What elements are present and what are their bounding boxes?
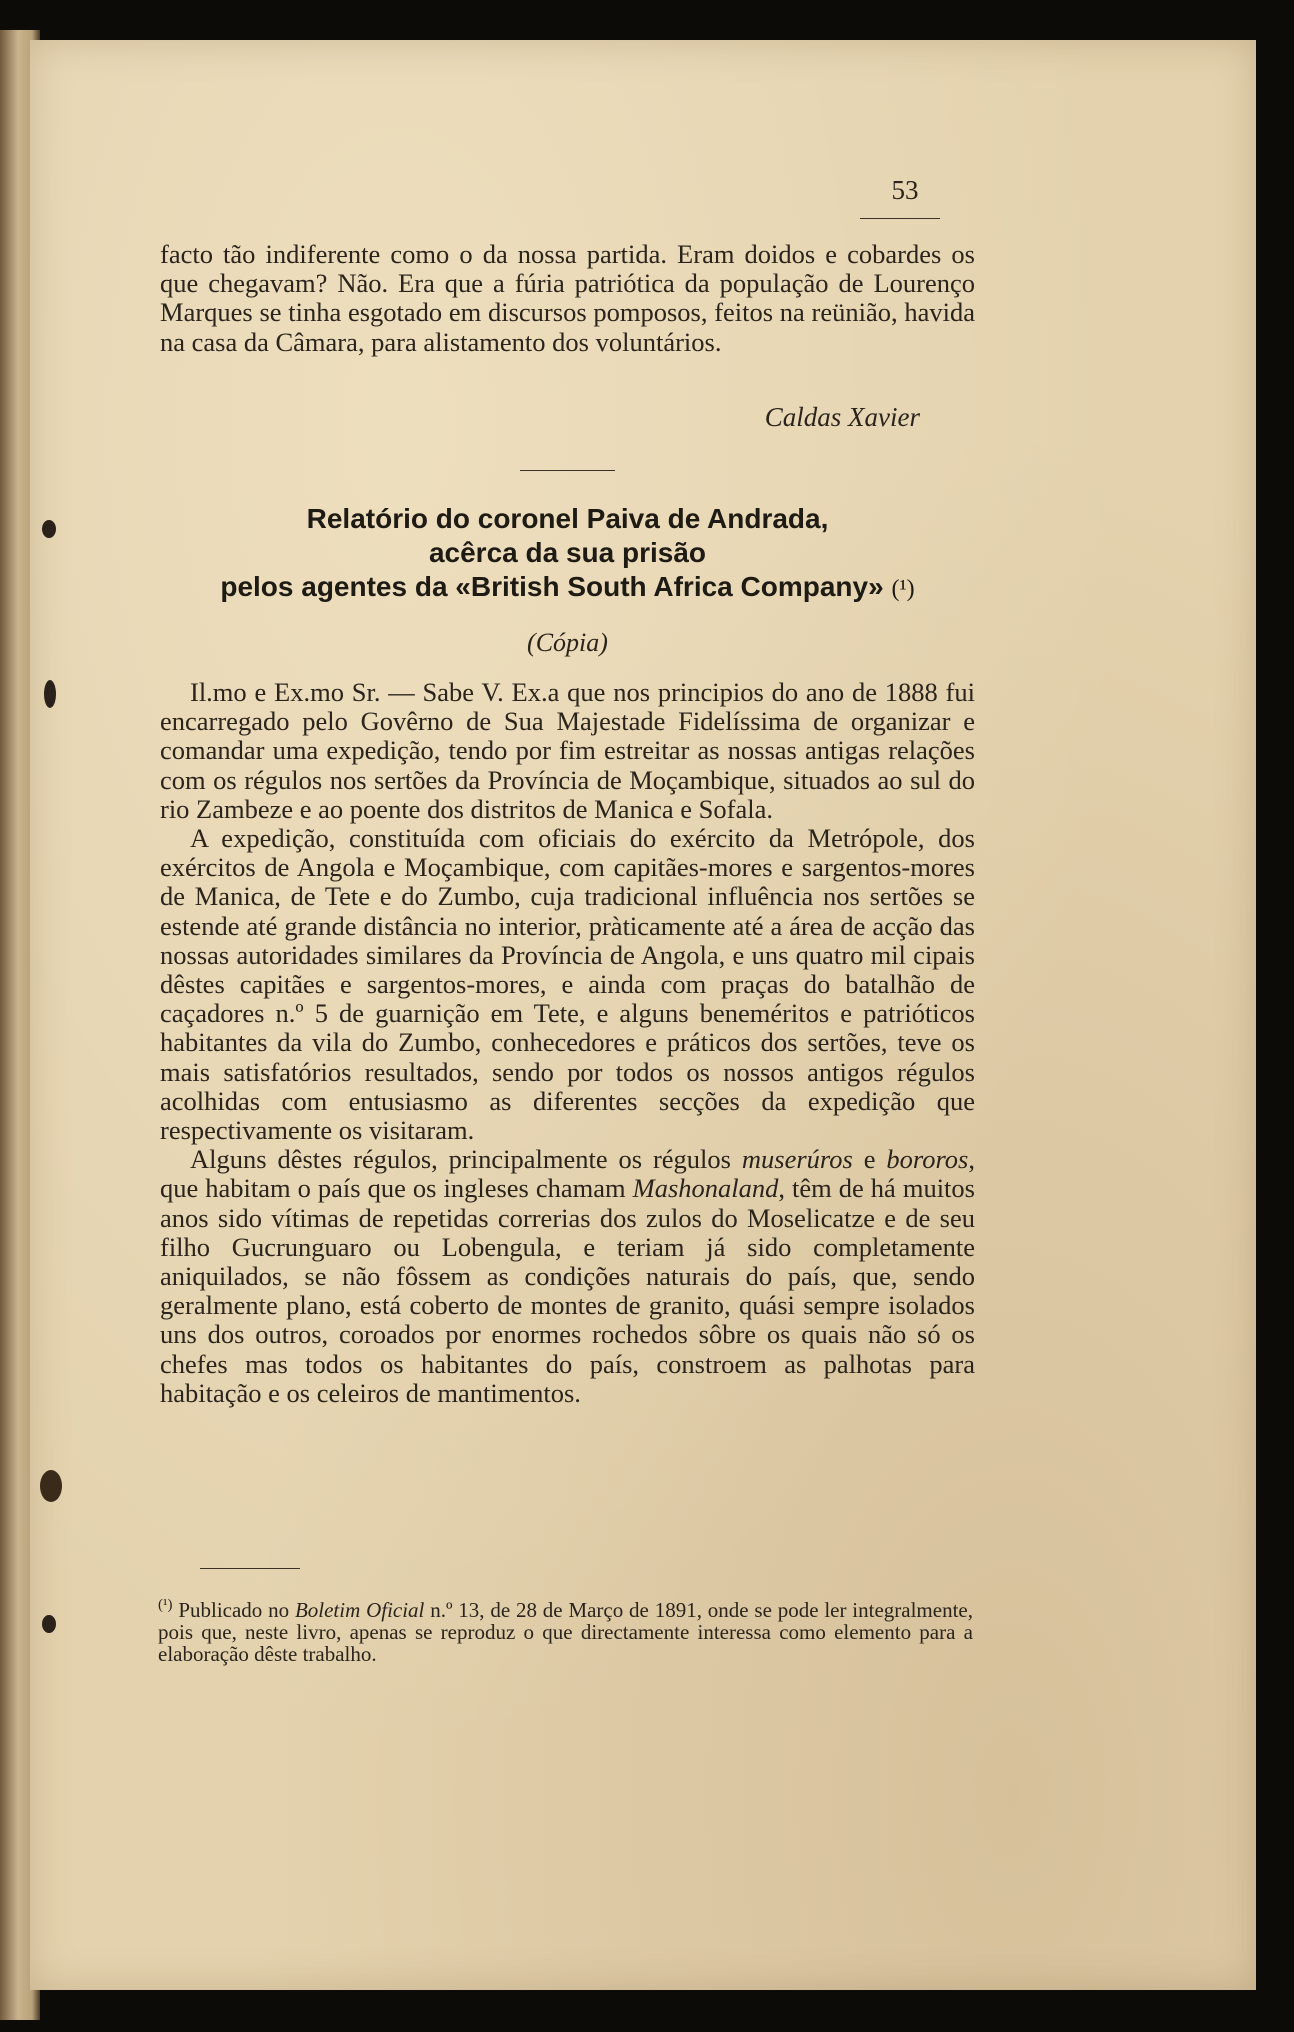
p3-text-4: , têm de há muitos anos sido vítimas de repetidas correrias dos zulos do Moselicatze e de seu filho Gucrunguaro ou Lobengula, e teriam já sido completamente aniquilados, se não fôssem as condições naturais do país, que, sendo geralmente plano, está coberto de montes de granito, quási sempre isolados uns dos outros, coroados por enormes rochedos sôbre os quais não só os chefes mas todos os habitantes do país, constroem as palhotas para habitação e os celeiros de mantimentos. (160, 1173, 975, 1408)
page-number: 53 (891, 175, 919, 205)
p3-em-museruros: muserúros (741, 1144, 853, 1175)
heading-line-2: acêrca da sua prisão (428, 537, 707, 568)
binding-hole-mark (42, 520, 56, 538)
p3-text-1: Alguns dêstes régulos, principalmente os régulos (190, 1144, 742, 1175)
p3-em-mashonaland: Mashonaland (632, 1173, 779, 1204)
opening-text-block (160, 240, 975, 357)
binding-hole-mark (44, 680, 56, 708)
footnote-text-2: n.º 13, de 28 de Março de 1891, onde se pode ler integralmente, pois que, neste livro, apenas se reproduz o que directamente interessa como elemento para a elaboração dêste trabalho. (158, 1598, 973, 1666)
footnote-rule (200, 1568, 300, 1569)
section-divider (520, 470, 615, 471)
p3-em-bororos: bororos (886, 1144, 969, 1175)
footnote-em-boletim: Boletim Oficial (294, 1598, 425, 1622)
footnote (158, 1594, 973, 1665)
p3-text-3: , que habitam o país que os ingleses chamam (160, 1144, 975, 1204)
heading-line-3 (160, 570, 975, 606)
copy-label: (Cópia) (527, 628, 608, 657)
p3-text-2: e (852, 1144, 887, 1175)
binding-hole-mark (42, 1615, 56, 1633)
report-heading (160, 502, 975, 606)
opening-paragraph: facto tão indiferente como o da nossa partida. Eram doidos e cobardes os que chegavam? Não. Era que a fúria patriótica da população de Lourenço Marques se tinha esgotado em discursos pomposos, feitos na reünião, havida na casa da Câmara, para alistamento dos voluntários. (160, 239, 975, 357)
body-paragraph-2: A expedição, constituída com oficiais do exército da Metrópole, dos exércitos de Angola e Moçambique, com capitães-mores e sargentos-mores de Manica, de Tete e do Zumbo, cuja tradicional influência nos sertões se estende até grande distância no interior, pràticamente até a área de acção das nossas autoridades similares da Província de Angola, e uns quatro mil cipais dêstes capitães e sargentos-mores, e ainda com praças do batalhão de caçadores n.º 5 de guarnição em Tete, e alguns beneméritos e patrióticos habitantes da vila do Zumbo, conhecedores e práticos dos sertões, teve os mais satisfatórios resultados, sendo por todos os nossos antigos régulos acolhidas com entusiasmo as diferentes secções da expedição que respectivamente os visitaram. (160, 823, 975, 1146)
signature: Caldas Xavier (764, 402, 920, 432)
binding-hole-mark (40, 1470, 62, 1502)
page-number-rule (860, 218, 940, 219)
heading-line-3-text: pelos agentes da «British South Africa Company» (220, 571, 884, 602)
footnote-text-1: Publicado no (172, 1598, 295, 1622)
body-text-block (160, 678, 975, 1408)
heading-footnote-ref: (¹) (891, 576, 915, 602)
footnote-mark: (¹) (158, 1597, 173, 1613)
body-paragraph-1: Il.mo e Ex.mo Sr. — Sabe V. Ex.a que nos principios do ano de 1888 fui encarregado pelo Govêrno de Sua Majestade Fidelíssima de organizar e comandar uma expedição, tendo por fim estreitar as nossas antigas relações com os régulos nos sertões da Província de Moçambique, situados ao sul do rio Zambeze e ao poente dos distritos de Manica e Sofala. (160, 677, 975, 824)
heading-line-1: Relatório do coronel Paiva de Andrada, (306, 503, 829, 534)
body-paragraph-3 (160, 1145, 975, 1408)
